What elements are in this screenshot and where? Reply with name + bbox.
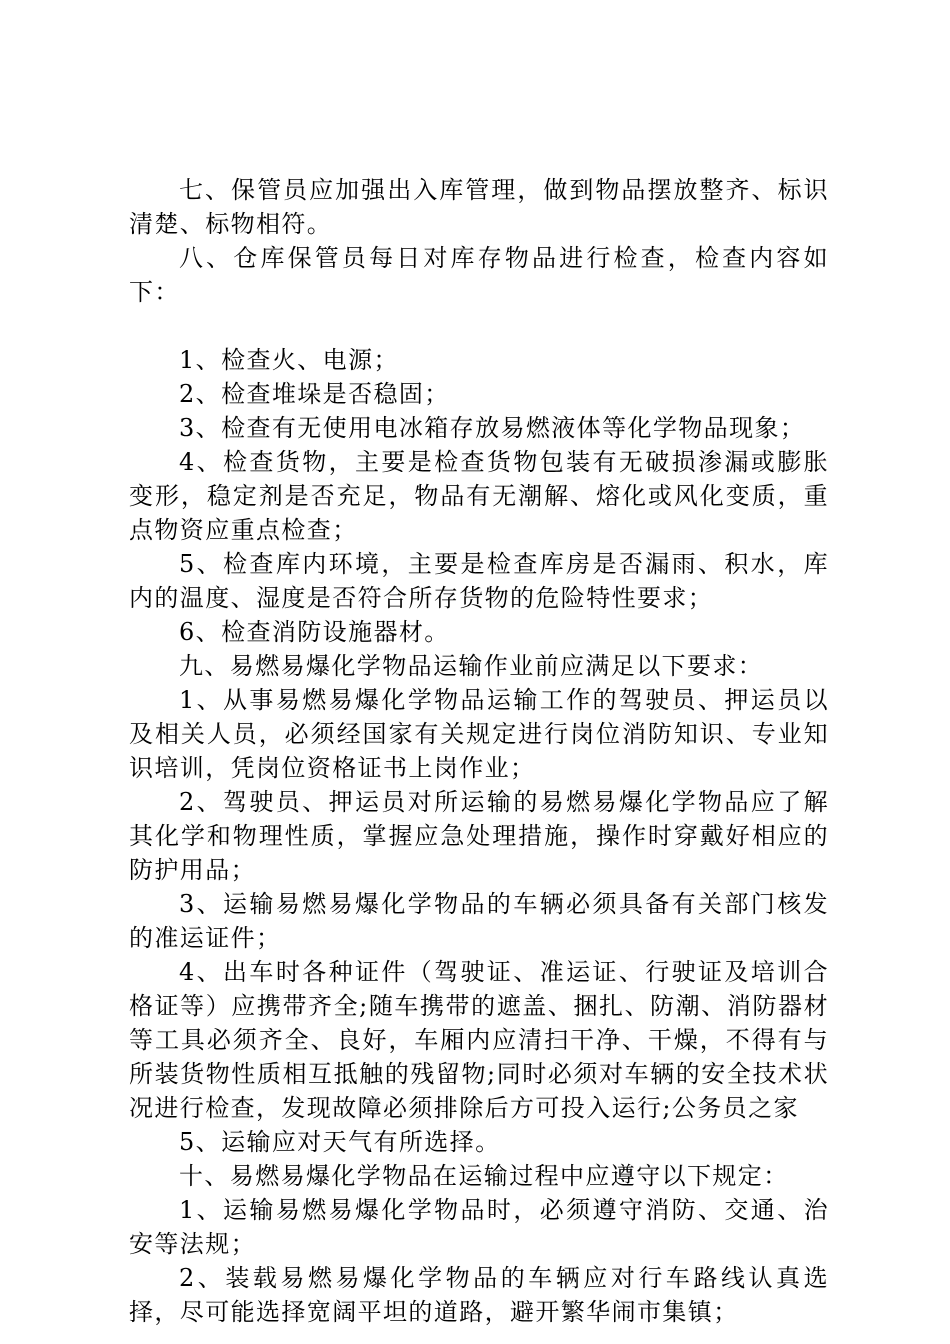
paragraph-check-item-4: 4、检查货物，主要是检查货物包装有无破损渗漏或膨胀变形，稳定剂是否充足，物品有无潮解、熔化或风化变质，重点物资应重点检查；: [129, 448, 829, 544]
paragraph-check-item-3: 3、检查有无使用电冰箱存放易燃液体等化学物品现象；: [179, 414, 806, 442]
paragraph-section-10-heading: 十、易燃易爆化学物品在运输过程中应遵守以下规定：: [179, 1162, 789, 1190]
paragraph-transit-rule-2: 2、装载易燃易爆化学物品的车辆应对行车路线认真选择，尽可能选择宽阔平坦的道路，避开繁华闹市集镇；: [129, 1264, 829, 1326]
document-body: [129, 173, 829, 1329]
paragraph-section-8-heading: 八、仓库保管员每日对库存物品进行检查，检查内容如下：: [129, 244, 829, 306]
paragraph-transport-req-2: 2、驾驶员、押运员对所运输的易燃易爆化学物品应了解其化学和物理性质，掌握应急处理措施，操作时穿戴好相应的防护用品；: [129, 788, 829, 884]
paragraph-check-item-5: 5、检查库内环境，主要是检查库房是否漏雨、积水，库内的温度、湿度是否符合所存货物的危险特性要求；: [129, 550, 829, 612]
paragraph-check-item-1: 1、检查火、电源；: [179, 346, 399, 374]
paragraph-section-9-heading: 九、易燃易爆化学物品运输作业前应满足以下要求：: [179, 652, 764, 680]
paragraph-section-7: 七、保管员应加强出入库管理，做到物品摆放整齐、标识清楚、标物相符。: [129, 176, 829, 238]
paragraph-check-item-6: 6、检查消防设施器材。: [179, 618, 450, 646]
paragraph-transport-req-4: 4、出车时各种证件（驾驶证、准运证、行驶证及培训合格证等）应携带齐全;随车携带的遮盖、捆扎、防潮、消防器材等工具必须齐全、良好，车厢内应清扫干净、干燥，不得有与所装货物性质相互抵触的残留物;同时必须对车辆的安全技术状况进行检查，发现故障必须排除后方可投入运行;公务员之家: [129, 958, 829, 1122]
paragraph-transit-rule-1: 1、运输易燃易爆化学物品时，必须遵守消防、交通、治安等法规；: [129, 1196, 829, 1258]
paragraph-transport-req-5: 5、运输应对天气有所选择。: [179, 1128, 501, 1156]
paragraph-transport-req-3: 3、运输易燃易爆化学物品的车辆必须具备有关部门核发的准运证件；: [129, 890, 829, 952]
paragraph-check-item-2: 2、检查堆垛是否稳固；: [179, 380, 450, 408]
paragraph-transport-req-1: 1、从事易燃易爆化学物品运输工作的驾驶员、押运员以及相关人员，必须经国家有关规定进行岗位消防知识、专业知识培训，凭岗位资格证书上岗作业；: [129, 686, 829, 782]
